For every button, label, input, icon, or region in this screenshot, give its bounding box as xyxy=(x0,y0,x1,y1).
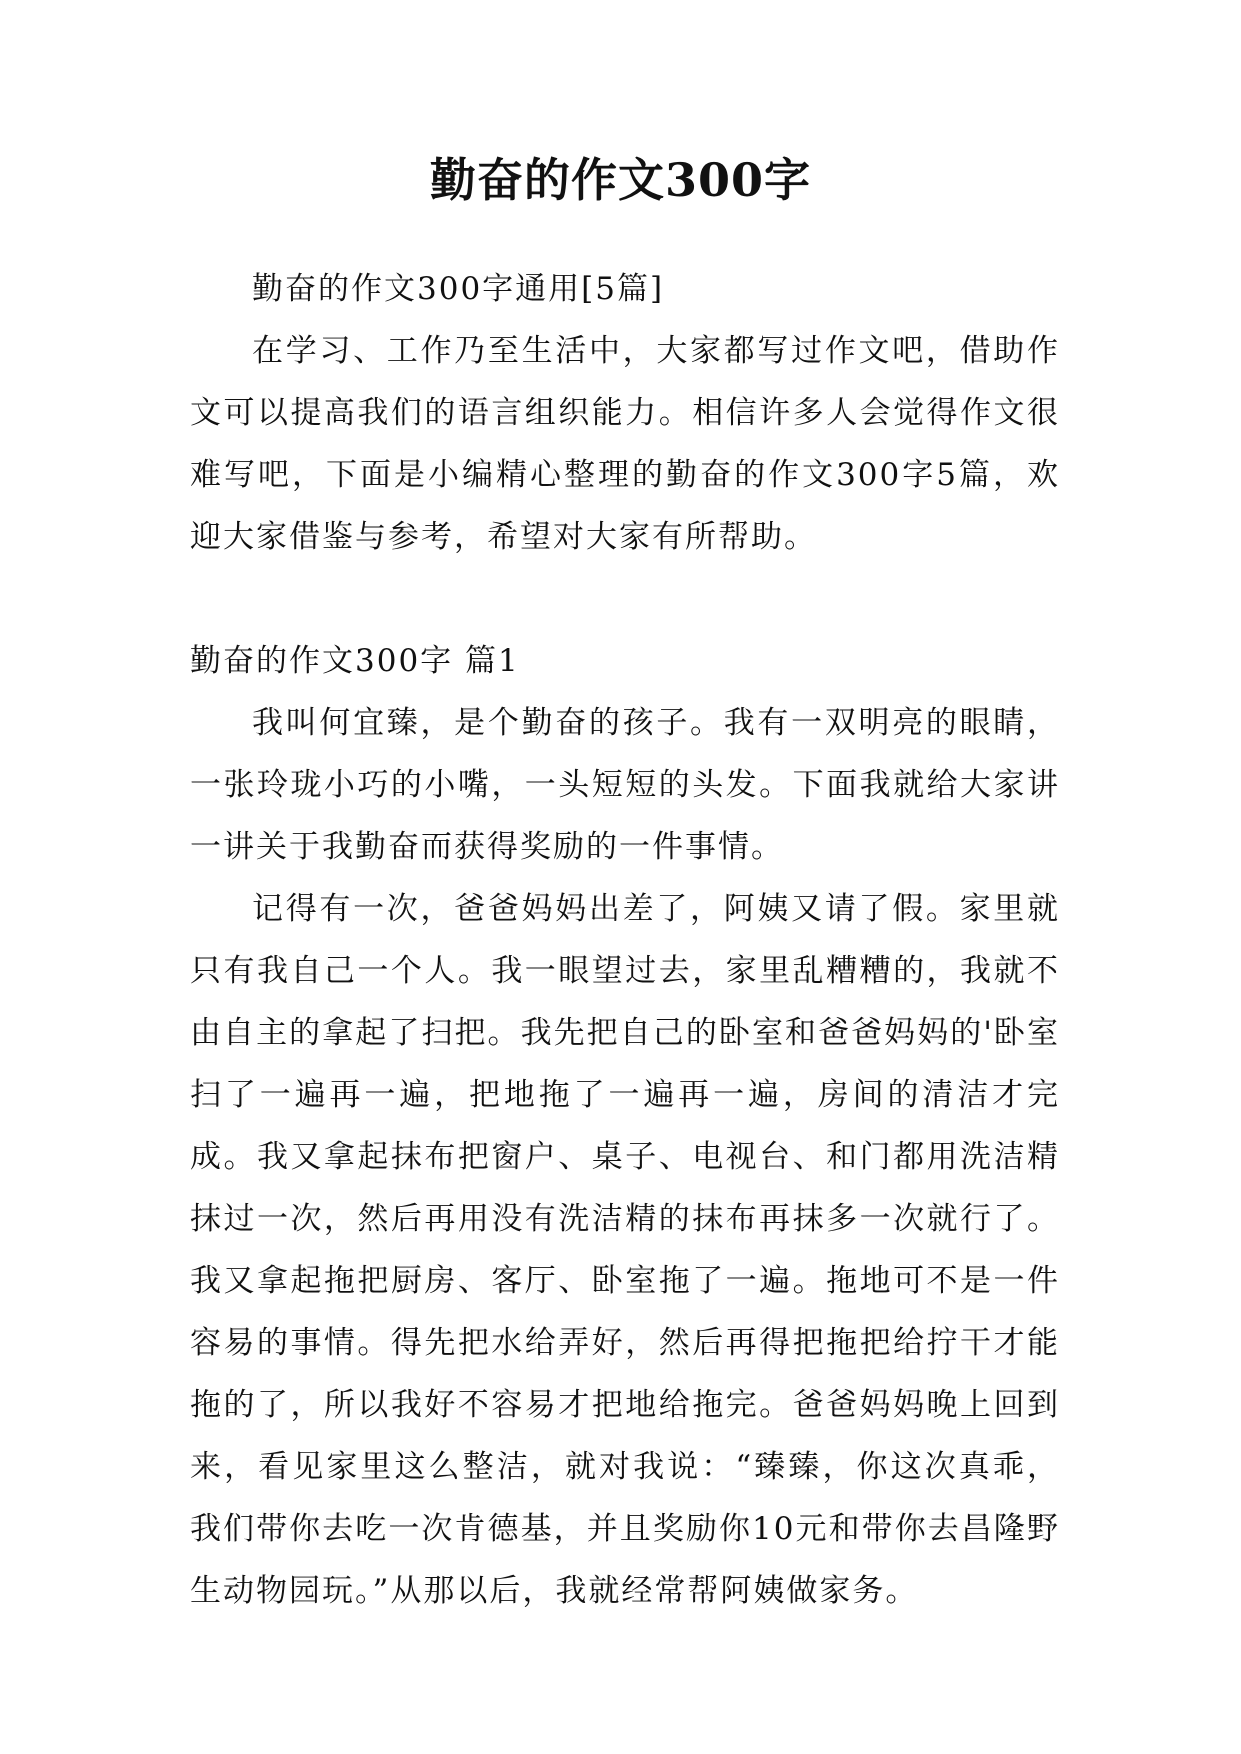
section-paragraph-1: 我叫何宜臻，是个勤奋的孩子。我有一双明亮的眼睛，一张玲珑小巧的小嘴，一头短短的头发。下面我就给大家讲一讲关于我勤奋而获得奖励的一件事情。 xyxy=(190,705,1060,865)
section-paragraph-2: 记得有一次，爸爸妈妈出差了，阿姨又请了假。家里就只有我自己一个人。我一眼望过去，家里乱糟糟的，我就不由自主的拿起了扫把。我先把自己的卧室和爸爸妈妈的'卧室扫了一遍再一遍，把地拖了一遍再一遍，房间的清洁才完成。我又拿起抹布把窗户、桌子、电视台、和门都用洗洁精抹过一次，然后再用没有洗洁精的抹布再抹多一次就行了。我又拿起拖把厨房、客厅、卧室拖了一遍。拖地可不是一件容易的事情。得先把水给弄好，然后再得把拖把给拧干才能拖的了，所以我好不容易才把地给拖完。爸爸妈妈晚上回到来，看见家里这么整洁，就对我说：“臻臻，你这次真乖，我们带你去吃一次肯德基，并且奖励你10元和带你去昌隆野生动物园玩。”从那以后，我就经常帮阿姨做家务。 xyxy=(190,891,1060,1609)
paragraph-spacer xyxy=(190,568,1060,630)
document-body xyxy=(190,258,1060,1622)
document-title: 勤奋的作文300字 xyxy=(429,153,812,207)
section-heading: 勤奋的作文300字 篇1 xyxy=(190,643,520,679)
document-subtitle: 勤奋的作文300字通用[5篇] xyxy=(252,271,665,307)
intro-paragraph: 在学习、工作乃至生活中，大家都写过作文吧，借助作文可以提高我们的语言组织能力。相信许多人会觉得作文很难写吧，下面是小编精心整理的勤奋的作文300字5篇，欢迎大家借鉴与参考，希望对大家有所帮助。 xyxy=(190,333,1060,555)
